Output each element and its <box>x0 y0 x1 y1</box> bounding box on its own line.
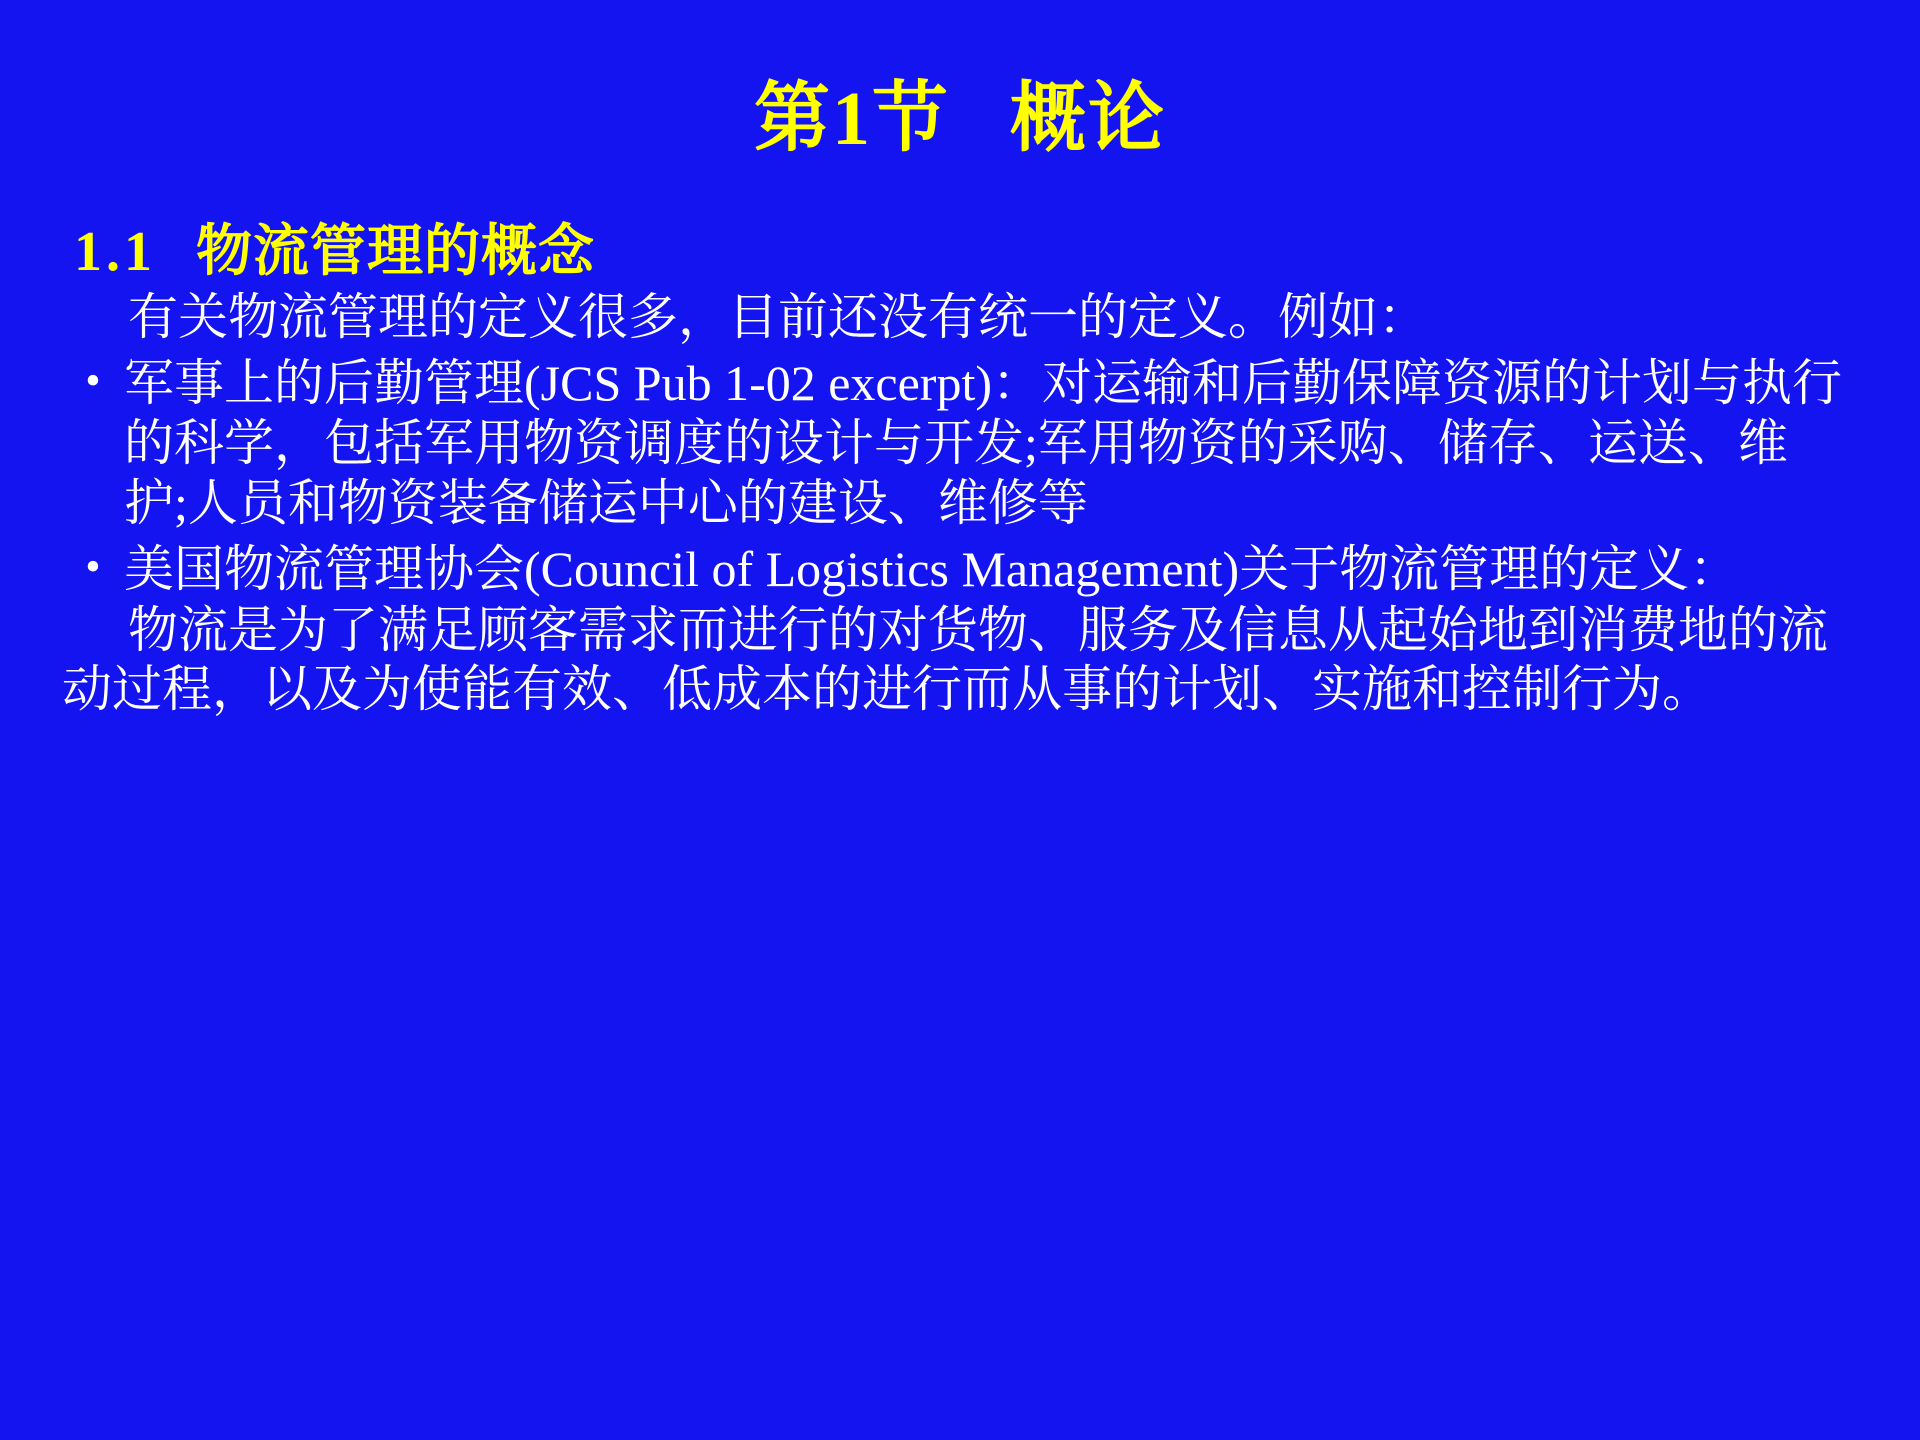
list-item <box>62 353 1858 533</box>
bullet-icon: • <box>85 355 101 405</box>
closing-paragraph: 物流是为了满足顾客需求而进行的对货物、服务及信息从起始地到消费地的流动过程，以及为使能有效、低成本的进行而从事的计划、实施和控制行为。 <box>62 601 1828 717</box>
slide-title-left: 第1节 <box>754 77 950 161</box>
section-number: 1.1 <box>74 220 156 283</box>
bullet-text: 军事上的后勤管理(JCS Pub 1-02 excerpt)：对运输和后勤保障资源的计划与执行的科学，包括军用物资调度的设计与开发;军用物资的采购、储存、运送、维护;人员和物资装备储运中心的建设、维修等 <box>124 354 1842 531</box>
section-heading <box>74 220 1858 284</box>
section-title: 物流管理的概念 <box>196 220 595 283</box>
bullet-icon: • <box>85 541 101 591</box>
slide-title-right: 概论 <box>1010 77 1166 161</box>
intro-paragraph: 有关物流管理的定义很多，目前还没有统一的定义。例如： <box>128 288 1428 345</box>
list-item <box>62 539 1858 599</box>
bullet-text: 美国物流管理协会(Council of Logistics Management)关于物流管理的定义： <box>124 540 1740 597</box>
slide-body <box>0 220 1920 719</box>
slide-title <box>0 0 1920 162</box>
